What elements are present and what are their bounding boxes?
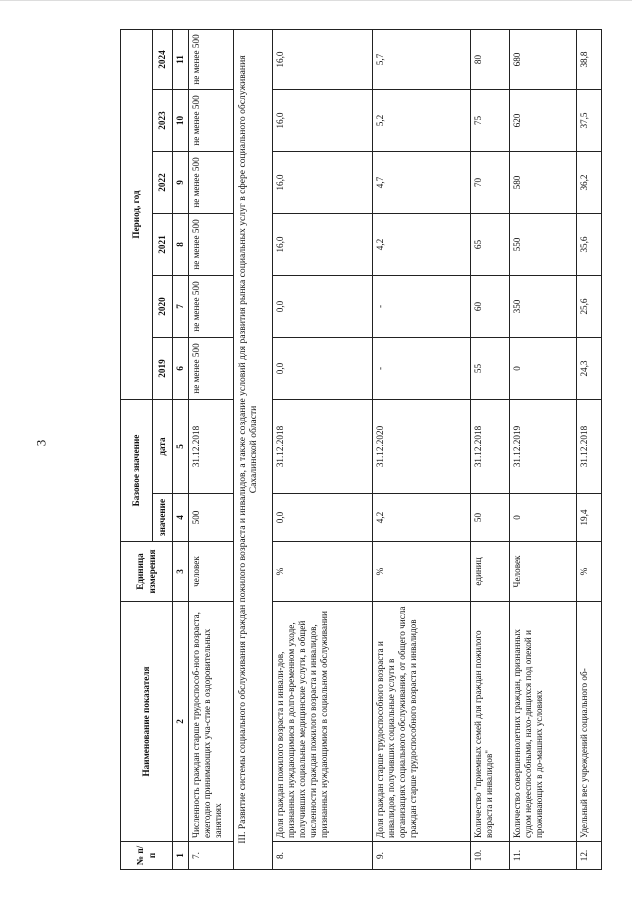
column-number: 2 [173,602,189,842]
year-value-cell: 0,0 [272,276,372,338]
row-number: 10. [471,842,510,870]
base-date-cell: 31.12.2019 [509,400,576,494]
table-row [373,30,471,870]
year-value-cell: не менее 500 [189,90,234,152]
base-date-cell: 31.12.2018 [577,400,602,494]
page-number: 3 [33,439,49,447]
col-header-base-value: значение [153,494,173,542]
year-value-cell: 680 [509,30,576,90]
row-number: 7. [189,842,234,870]
year-value-cell: 4,2 [373,214,471,276]
col-header-base: Базовое значение [121,400,153,542]
col-header-year: 2020 [153,276,173,338]
col-header-base-date: дата [153,400,173,494]
section-row [233,30,272,870]
year-value-cell: 0,0 [272,338,372,400]
year-value-cell: 70 [471,152,510,214]
table-row [509,30,576,870]
col-header-period: Период, год [121,30,153,400]
base-date-cell: 31.12.2018 [189,400,234,494]
year-value-cell: 350 [509,276,576,338]
year-value-cell: 580 [509,152,576,214]
year-value-cell: 65 [471,214,510,276]
base-date-cell: 31.12.2020 [373,400,471,494]
col-header-year: 2022 [153,152,173,214]
year-value-cell: 38,8 [577,30,602,90]
indicator-name: Количество "приемных семей для граждан пожилого возраста и инвалидов" [471,602,510,842]
column-number: 11 [173,30,189,90]
page-top-edge [0,0,632,1]
year-value-cell: 16,0 [272,90,372,152]
base-date-cell: 31.12.2018 [471,400,510,494]
col-header-year: 2021 [153,214,173,276]
base-date-cell: 31.12.2018 [272,400,372,494]
year-value-cell: 550 [509,214,576,276]
year-value-cell: 5,2 [373,90,471,152]
col-header-unit: Единица измерения [121,542,173,602]
column-number: 5 [173,400,189,494]
column-number: 8 [173,214,189,276]
year-value-cell: 16,0 [272,152,372,214]
year-value-cell: 37,5 [577,90,602,152]
col-header-year: 2019 [153,338,173,400]
year-value-cell: не менее 500 [189,276,234,338]
row-number: 11. [509,842,576,870]
column-number: 3 [173,542,189,602]
col-header-name: Наименование показателя [121,602,173,842]
year-value-cell: не менее 500 [189,214,234,276]
indicator-name: Численность граждан старше трудоспособ-ного возраста, ежегодно принимающих уча-стие в оздоровительных занятиях [189,602,234,842]
unit-cell: человек [189,542,234,602]
row-number: 9. [373,842,471,870]
unit-cell: % [272,542,372,602]
year-value-cell: 80 [471,30,510,90]
base-value-cell: 50 [471,494,510,542]
unit-cell: % [577,542,602,602]
table-row [189,30,234,870]
base-value-cell: 19,4 [577,494,602,542]
indicator-name: Доля граждан старше трудоспособного возраста и инвалидов, получивших социальные услуги в организациях социального обслуживания, от общего числа граждан старше трудоспособного возраста и инвалидов [373,602,471,842]
year-value-cell: 16,0 [272,30,372,90]
year-value-cell: 25,6 [577,276,602,338]
year-value-cell: - [373,276,471,338]
base-value-cell: 0,0 [272,494,372,542]
unit-cell: Человек [509,542,576,602]
col-header-year: 2024 [153,30,173,90]
indicator-name: Доля граждан пожилого возраста и инвали-дов, признанных нуждающимися в долго-временном уходе, получивших социальные медицинские услуги, в общей численности граждан пожилого возраста и инвалидов, признанных нуждающимися в социальном обслуживании [272,602,372,842]
column-number: 1 [173,842,189,870]
base-value-cell: 500 [189,494,234,542]
year-value-cell: 60 [471,276,510,338]
column-number: 10 [173,90,189,152]
year-value-cell: не менее 500 [189,338,234,400]
table-row [272,30,372,870]
column-number: 9 [173,152,189,214]
indicators-table [120,29,602,870]
row-number: 8. [272,842,372,870]
year-value-cell: 35,6 [577,214,602,276]
year-value-cell: 16,0 [272,214,372,276]
unit-cell: единиц [471,542,510,602]
table-row [577,30,602,870]
column-numbers-row [173,30,189,870]
col-header-year: 2023 [153,90,173,152]
year-value-cell: 0 [509,338,576,400]
year-value-cell: 4,7 [373,152,471,214]
year-value-cell: - [373,338,471,400]
unit-cell: % [373,542,471,602]
col-header-no: № п/п [121,842,173,870]
base-value-cell: 4,2 [373,494,471,542]
indicator-name: Удельный вес учреждений социального об- [577,602,602,842]
column-number: 7 [173,276,189,338]
section-title: III. Развитие системы социального обслуживания граждан пожилого возраста и инвалидов, а также создание условий для развития рынка социальных услуг в сфере социального обслуживания Сахалинской области [233,30,272,870]
column-number: 6 [173,338,189,400]
base-value-cell: 0 [509,494,576,542]
year-value-cell: 5,7 [373,30,471,90]
year-value-cell: не менее 500 [189,30,234,90]
year-value-cell: 75 [471,90,510,152]
year-value-cell: 36,2 [577,152,602,214]
year-value-cell: не менее 500 [189,152,234,214]
row-number: 12. [577,842,602,870]
year-value-cell: 55 [471,338,510,400]
year-value-cell: 620 [509,90,576,152]
column-number: 4 [173,494,189,542]
indicator-name: Количество совершеннолетних граждан, признанных судом недееспособными, нахо-дящихся под опекой и проживающих в до-машних условиях [509,602,576,842]
year-value-cell: 24,3 [577,338,602,400]
rotated-table-wrapper [120,30,602,870]
table-row [471,30,510,870]
